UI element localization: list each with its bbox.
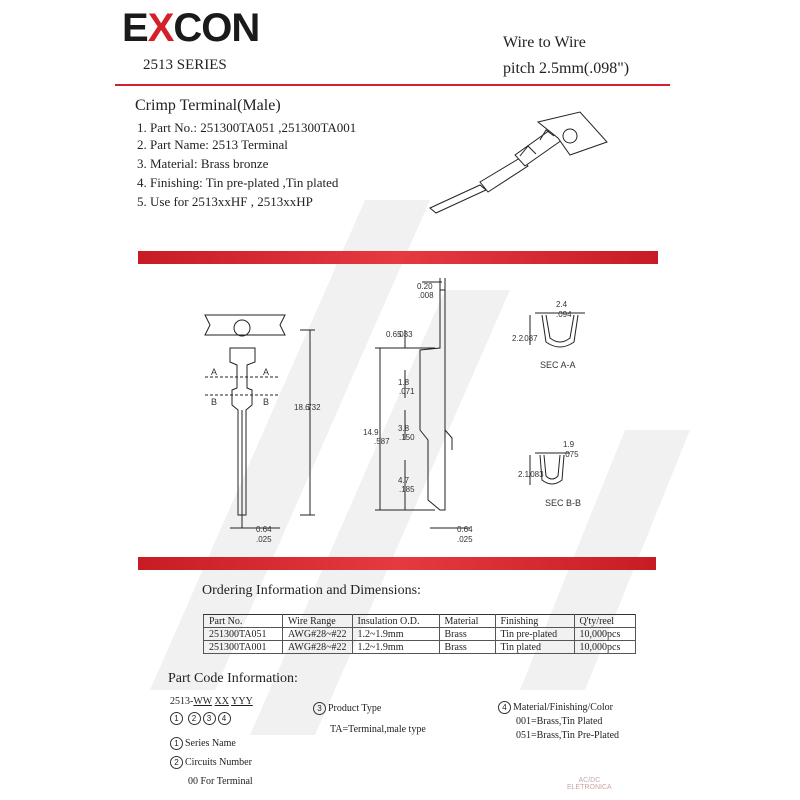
header-pitch: pitch 2.5mm(.098") [503,60,630,77]
cell: AWG#28~#22 [283,628,353,641]
note-label: Material/Finishing/Color [513,701,613,713]
sec-aa-label: SEC A-A [540,360,576,370]
circle-2: 2 [170,756,183,769]
dim-071: .071 [399,387,415,396]
spec-part-name: 2. Part Name: 2513 Terminal [137,137,288,152]
spec-use-for: 5. Use for 2513xxHF , 2513xxHP [137,194,313,209]
code-yyy: YYY [231,696,253,707]
dim-064-front: 0.64 [256,525,272,534]
note-circuits [170,756,252,769]
note-circuits-value: 00 For Terminal [188,776,253,787]
code-prefix: 2513- [170,696,194,707]
col-qty-reel: Q'ty/reel [574,615,635,628]
dim-38: 3.8 [398,424,410,433]
col-part-no: Part No. [204,615,283,628]
excon-logo: EXCON [122,6,260,50]
code-xx: XX [214,696,229,707]
ordering-table [203,614,636,654]
cell: Tin pre-plated [495,628,574,641]
note-material [498,701,613,714]
circle-4: 4 [498,701,511,714]
table-row [204,641,636,654]
dim-186: 18.6 [294,403,310,412]
cell: Brass [439,641,495,654]
product-title: Crimp Terminal(Male) [135,97,281,114]
cell: AWG#28~#22 [283,641,353,654]
partcode-circles [170,712,233,725]
col-material: Material [439,615,495,628]
dim-087: .087 [522,334,538,343]
section-b-right: B [263,397,270,407]
dim-185: .185 [399,485,415,494]
cell: 10,000pcs [574,628,635,641]
cell: 251300TA001 [204,641,283,654]
dim-24: 2.4 [556,300,568,309]
dim-732: .732 [305,403,321,412]
dim-025-front: .025 [256,535,272,544]
terminal-3d-illustration [420,100,620,220]
dim-008: .008 [418,291,434,300]
dim-083: .083 [528,470,544,479]
circle-1: 1 [170,737,183,750]
section-a-left: A [211,367,218,377]
series-label: 2513 SERIES [143,57,227,73]
note-product-type-value: TA=Terminal,male type [330,724,426,735]
red-band-1 [138,251,658,264]
dim-21: 2.1 [518,470,530,479]
red-band-2 [138,557,656,570]
cell: 251300TA051 [204,628,283,641]
acdc-watermark: AC/DC ELETRONICA [567,777,612,791]
dim-19: 1.9 [563,440,575,449]
dim-025-side: .025 [457,535,473,544]
dim-094: .094 [556,310,572,319]
cell: 10,000pcs [574,641,635,654]
note-product-type [313,702,381,715]
sec-bb-label: SEC B-B [545,498,582,508]
dim-150: .150 [399,433,415,442]
spec-material: 3. Material: Brass bronze [137,156,269,171]
circle-3: 3 [203,712,216,725]
table-header-row [204,615,636,628]
note-material-051: 051=Brass,Tin Pre-Plated [516,730,620,741]
partcode-format [170,696,253,707]
table-row [204,628,636,641]
dim-064-side: 0.64 [457,525,473,534]
col-insulation: Insulation O.D. [352,615,439,628]
circle-3: 3 [313,702,326,715]
dim-18: 1.8 [398,378,410,387]
note-series-name [170,737,236,750]
dim-065: 0.65 [386,330,402,339]
note-label: Series Name [185,737,236,749]
col-wire-range: Wire Range [283,615,353,628]
note-label: Circuits Number [185,756,252,768]
cell: Tin plated [495,641,574,654]
spec-finishing: 4. Finishing: Tin pre-plated ,Tin plated [137,175,339,190]
circle-2: 2 [188,712,201,725]
note-label: Product Type [328,702,382,714]
col-finishing: Finishing [495,615,574,628]
circle-4: 4 [218,712,231,725]
dim-020: 0.20 [417,282,433,291]
spec-part-no: 1. Part No.: 251300TA051 ,251300TA001 [137,120,357,135]
ordering-title: Ordering Information and Dimensions: [202,583,421,598]
dim-075: .075 [563,450,579,459]
cell: 1.2~1.9mm [352,641,439,654]
section-b-left: B [211,397,218,407]
dim-587: .587 [374,437,390,446]
partcode-title: Part Code Information: [168,671,298,686]
dim-47: 4.7 [398,476,410,485]
header-wire-to-wire: Wire to Wire [503,34,586,51]
code-ww: WW [193,696,213,707]
circle-1: 1 [170,712,183,725]
cell: Brass [439,628,495,641]
section-a-right: A [263,367,270,377]
dim-033: .033 [397,330,413,339]
note-material-001: 001=Brass,Tin Plated [516,716,603,727]
dim-22: 2.2 [512,334,524,343]
header-divider [115,84,670,86]
cell: 1.2~1.9mm [352,628,439,641]
dim-149: 14.9 [363,428,379,437]
